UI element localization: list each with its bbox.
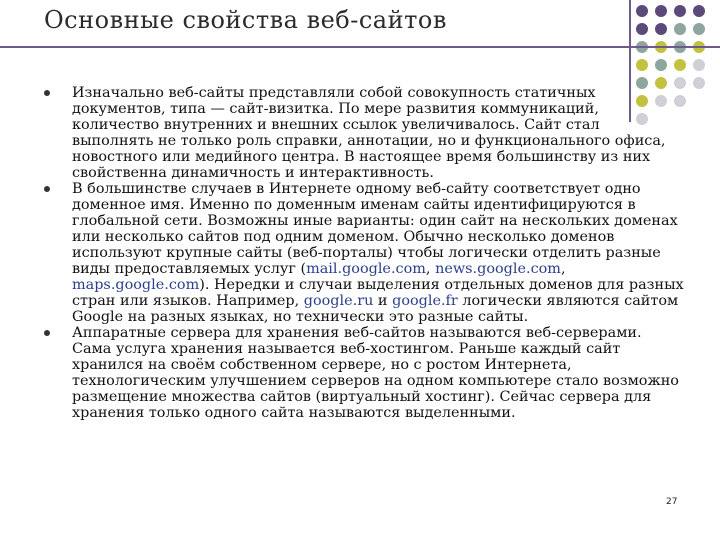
bullet-dot <box>44 330 50 336</box>
bullet-dot <box>44 90 50 96</box>
bullet-dot <box>44 186 50 192</box>
bullet-text-part: ). Нередки и случаи выделения отдельных доменов для разных стран или языков. Например, <box>72 277 684 309</box>
bullet-item <box>44 181 684 325</box>
decor-dot <box>674 23 686 35</box>
bullet-text-part: , <box>425 261 436 277</box>
decor-dot <box>655 59 667 71</box>
bullet-list <box>44 85 684 421</box>
decor-dot <box>636 59 648 71</box>
decor-dot <box>693 23 705 35</box>
link-google-fr[interactable]: google.fr <box>392 293 458 309</box>
bullet-text-part: В большинстве случаев в Интернете одному веб-сайту соответствует одно доменное имя. Именно по доменным именам сайты идентифицируются в глобальной сети. Возможны иные варианты: один сайт на нескольких доменах или несколько сайтов под одним доменом. Обычно несколько доменов используют крупные сайты (веб-порталы) чтобы логически отделить разные виды предоставляемых услуг ( <box>72 181 678 277</box>
link-news-google[interactable]: news.google.com <box>435 261 561 277</box>
link-mail-google[interactable]: mail.google.com <box>306 261 426 277</box>
bullet-text-part: логически являются сайтом Google на разных языках, но технически это разные сайты. <box>72 293 679 325</box>
bullet-item <box>44 325 684 421</box>
decor-dot <box>693 5 705 17</box>
link-google-ru[interactable]: google.ru <box>303 293 374 309</box>
bullet-text: Изначально веб-сайты представляли собой совокупность статичных документов, типа — сайт-визитка. По мере развития коммуникаций, количество внутренних и внешних ссылок увеличивалось. Сайт стал выполнять не только роль справки, аннотации, но и функционального офиса, новостного или медийного центра. В настоящее время большинству из них свойственна динамичность и интерактивность. <box>72 85 666 181</box>
bullet-text-part: , <box>560 261 566 277</box>
bullet-text-part: и <box>373 293 393 309</box>
decor-dot <box>674 59 686 71</box>
decor-dot <box>636 5 648 17</box>
decor-dot <box>674 5 686 17</box>
bullet-text: Аппаратные сервера для хранения веб-сайтов называются веб-серверами. Сама услуга хранения называется веб-хостингом. Раньше каждый сайт хранился на своём собственном сервере, но с ростом Интернета, технологическим улучшением серверов на одном компьютере стало возможно размещение множества сайтов (виртуальный хостинг). Сейчас сервера для хранения только одного сайта называются выделенными. <box>72 325 679 421</box>
slide-title: Основные свойства веб-сайтов <box>44 6 447 34</box>
decor-dot <box>655 5 667 17</box>
decor-dot <box>636 23 648 35</box>
decor-dot <box>655 23 667 35</box>
page-number: 27 <box>666 497 678 507</box>
title-divider <box>0 46 720 48</box>
link-maps-google[interactable]: maps.google.com <box>72 277 200 293</box>
decor-dot <box>693 77 705 89</box>
decor-dot <box>693 59 705 71</box>
bullet-item <box>44 85 684 181</box>
